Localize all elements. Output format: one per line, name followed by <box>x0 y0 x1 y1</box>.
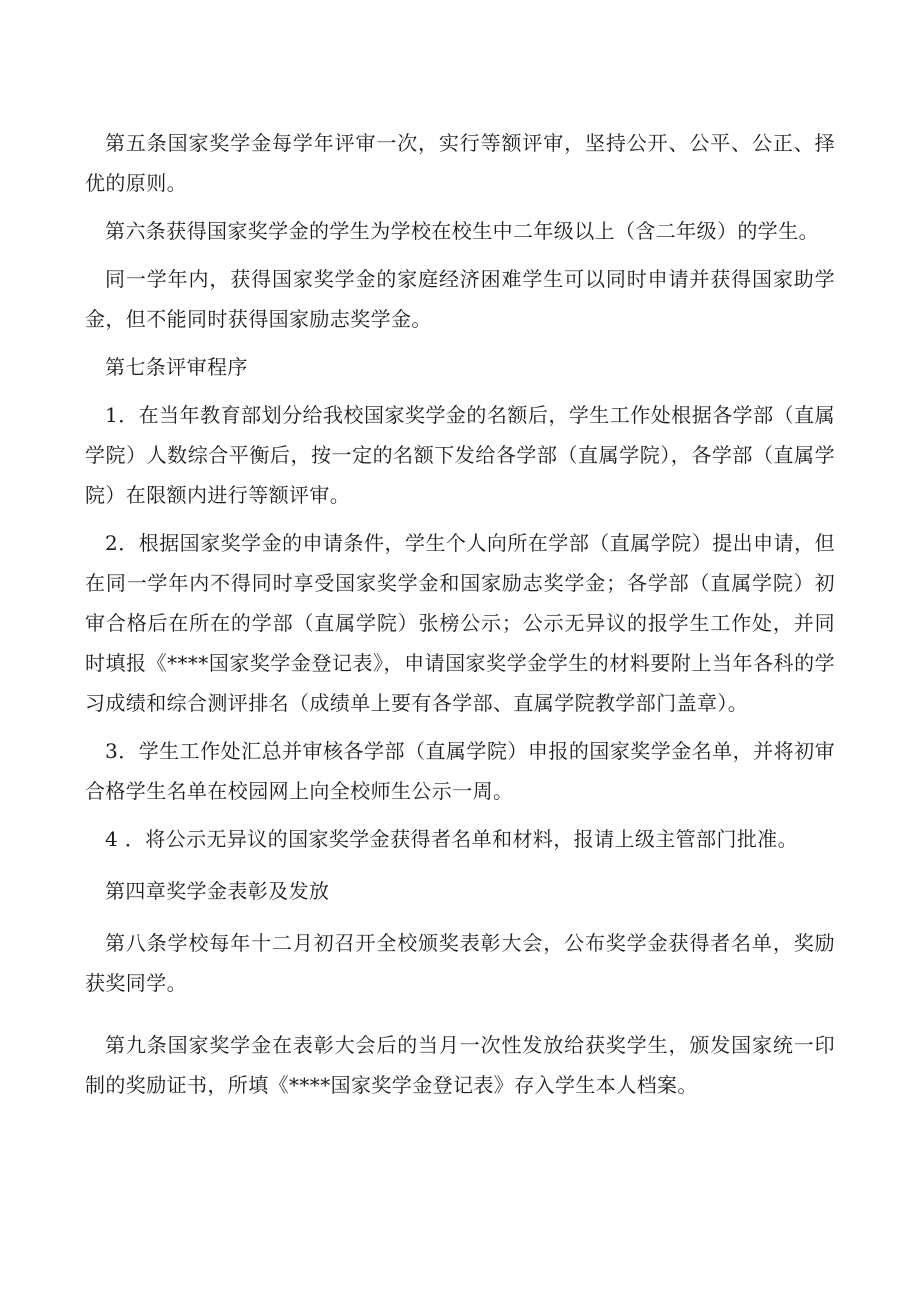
article-5-paragraph: 第五条国家奖学金每学年评审一次，实行等额评审，坚持公开、公平、公正、择优的原则。 <box>85 131 835 195</box>
procedure-step-1: 1．在当年教育部划分给我校国家奖学金的名额后，学生工作处根据各学部（直属学院）人数综合平衡后，按一定的名额下发给各学部（直属学院），各学部（直属学院）在限额内进行等额评审。 <box>85 403 835 507</box>
document-body <box>85 123 835 1105</box>
article-6-paragraph: 第六条获得国家奖学金的学生为学校在校生中二年级以上（含二年级）的学生。 <box>105 219 819 243</box>
procedure-step-2: 2．根据国家奖学金的申请条件，学生个人向所在学部（直属学院）提出申请，但在同一学年内不得同时享受国家奖学金和国家励志奖学金；各学部（直属学院）初审合格后在所在的学部（直属学院）张榜公示；公示无异议的报学生工作处，并同时填报《****国家奖学金登记表》，申请国家奖学金学生的材料要附上当年各科的学习成绩和综合测评排名（成绩单上要有各学部、直属学院教学部门盖章）。 <box>85 531 835 715</box>
article-8-paragraph: 第八条学校每年十二月初召开全校颁奖表彰大会，公布奖学金获得者名单，奖励获奖同学。 <box>85 931 835 995</box>
procedure-step-4: 4 ．将公示无异议的国家奖学金获得者名单和材料，报请上级主管部门批准。 <box>105 827 799 851</box>
article-9-paragraph: 第九条国家奖学金在表彰大会后的当月一次性发放给获奖学生，颁发国家统一印制的奖励证书，所填《****国家奖学金登记表》存入学生本人档案。 <box>85 1033 835 1097</box>
same-year-rule-paragraph: 同一学年内，获得国家奖学金的家庭经济困难学生可以同时申请并获得国家助学金，但不能同时获得国家励志奖学金。 <box>85 267 835 331</box>
chapter-4-heading: 第四章奖学金表彰及发放 <box>105 879 330 903</box>
procedure-step-3: 3．学生工作处汇总并审核各学部（直属学院）申报的国家奖学金名单，并将初审合格学生名单在校园网上向全校师生公示一周。 <box>85 739 835 803</box>
article-7-heading: 第七条评审程序 <box>105 355 248 379</box>
